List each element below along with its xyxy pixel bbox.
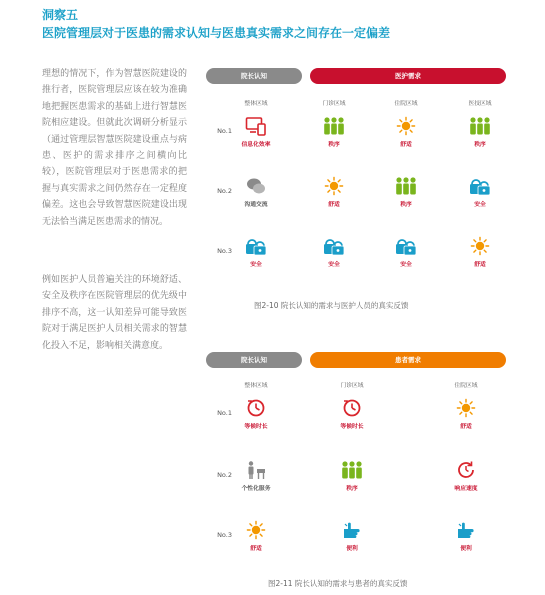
column-header: 整体区域 xyxy=(244,383,268,389)
priority-cell xyxy=(380,236,432,268)
cell-caption: 响应速度 xyxy=(454,486,478,492)
priority-cell xyxy=(326,460,378,492)
cell-caption: 便利 xyxy=(460,546,472,552)
figure-2-10 xyxy=(206,66,506,316)
people-icon xyxy=(326,460,378,480)
right-pill: 医护需求 xyxy=(310,68,506,84)
column-header: 整体区域 xyxy=(244,101,268,107)
cell-caption: 便利 xyxy=(346,546,358,552)
left-pill: 院长认知 xyxy=(206,68,302,84)
people-icon xyxy=(308,116,360,136)
priority-cell xyxy=(380,176,432,208)
column-header: 住院区域 xyxy=(394,101,418,107)
priority-cell xyxy=(230,520,282,552)
cell-caption: 安全 xyxy=(328,262,340,268)
priority-cell xyxy=(230,398,282,430)
body-paragraph-1: 理想的情况下，作为智慧医院建设的推行者，医院管理层应该在较为准确地把握医患需求的基础上进行智慧医院相应建设。但就此次调研分析显示（通过管理层智慧医院建设重点与病患、医护的需求排序之间横向比较），医院管理层对于医患需求的把握与真实需求之间仍然存在一定程度偏差。这也会导致智慧医院建设出现无法恰当满足医患需求的情况。 xyxy=(42,69,187,227)
personal-service-icon xyxy=(230,460,282,480)
row-label: No.3 xyxy=(217,531,232,539)
row-label: No.3 xyxy=(217,247,232,255)
priority-cell xyxy=(326,520,378,552)
lock-icon xyxy=(454,176,506,196)
figure-caption: 图2-10 院长认知的需求与医护人员的真实反馈 xyxy=(254,301,409,310)
lock-icon xyxy=(230,236,282,256)
cell-caption: 信息化效率 xyxy=(241,142,271,148)
row-label: No.2 xyxy=(217,187,232,195)
refresh-clock-icon xyxy=(440,460,492,480)
clock-icon xyxy=(230,398,282,418)
devices-icon xyxy=(230,116,282,136)
hand-icon xyxy=(440,520,492,540)
section-label: 洞察五 xyxy=(42,8,79,22)
sun-icon xyxy=(454,236,506,256)
priority-cell xyxy=(230,176,282,208)
page-headline: 医院管理层对于医患的需求认知与医患真实需求之间存在一定偏差 xyxy=(42,26,391,40)
people-icon xyxy=(454,116,506,136)
column-header: 住院区域 xyxy=(454,383,478,389)
figure-2-11 xyxy=(206,350,506,595)
row-label: No.2 xyxy=(217,471,232,479)
column-header: 医技区域 xyxy=(468,101,492,107)
cell-caption: 舒适 xyxy=(460,424,472,430)
priority-cell xyxy=(440,398,492,430)
cell-caption: 舒适 xyxy=(250,546,262,552)
cell-caption: 秩序 xyxy=(400,202,412,208)
cell-caption: 安全 xyxy=(250,262,262,268)
priority-cell xyxy=(440,520,492,552)
priority-cell xyxy=(454,236,506,268)
cell-caption: 秩序 xyxy=(474,142,486,148)
clock-icon xyxy=(326,398,378,418)
sun-icon xyxy=(308,176,360,196)
lock-icon xyxy=(380,236,432,256)
priority-cell xyxy=(308,116,360,148)
priority-cell xyxy=(308,236,360,268)
body-paragraph-2: 例如医护人员普遍关注的环境舒适、安全及秩序在医院管理层的优先级中排序不高，这一认知差异可能导致医院对于满足医护人员相关需求的智慧化投入不足，影响相关满意度。 xyxy=(42,275,187,351)
chat-icon xyxy=(230,176,282,196)
row-label: No.1 xyxy=(217,127,232,135)
priority-cell xyxy=(230,116,282,148)
sun-icon xyxy=(230,520,282,540)
hand-icon xyxy=(326,520,378,540)
figure-caption: 图2-11 院长认知的需求与患者的真实反馈 xyxy=(268,579,408,588)
cell-caption: 安全 xyxy=(400,262,412,268)
left-pill: 院长认知 xyxy=(206,352,302,368)
sun-icon xyxy=(440,398,492,418)
column-header: 门诊区域 xyxy=(322,101,346,107)
row-label: No.1 xyxy=(217,409,232,417)
cell-caption: 个性化服务 xyxy=(241,486,271,492)
cell-caption: 等候时长 xyxy=(244,424,268,430)
right-pill: 患者需求 xyxy=(310,352,506,368)
priority-cell xyxy=(440,460,492,492)
priority-cell xyxy=(454,116,506,148)
priority-cell xyxy=(230,236,282,268)
cell-caption: 等候时长 xyxy=(340,424,364,430)
priority-cell xyxy=(230,460,282,492)
cell-caption: 安全 xyxy=(474,202,486,208)
sun-icon xyxy=(380,116,432,136)
cell-caption: 沟通交流 xyxy=(244,202,268,208)
priority-cell xyxy=(454,176,506,208)
cell-caption: 秩序 xyxy=(328,142,340,148)
lock-icon xyxy=(308,236,360,256)
cell-caption: 舒适 xyxy=(474,262,486,268)
cell-caption: 舒适 xyxy=(400,142,412,148)
cell-caption: 秩序 xyxy=(346,486,358,492)
people-icon xyxy=(380,176,432,196)
priority-cell xyxy=(326,398,378,430)
cell-caption: 舒适 xyxy=(328,202,340,208)
column-header: 门诊区域 xyxy=(340,383,364,389)
priority-cell xyxy=(380,116,432,148)
priority-cell xyxy=(308,176,360,208)
